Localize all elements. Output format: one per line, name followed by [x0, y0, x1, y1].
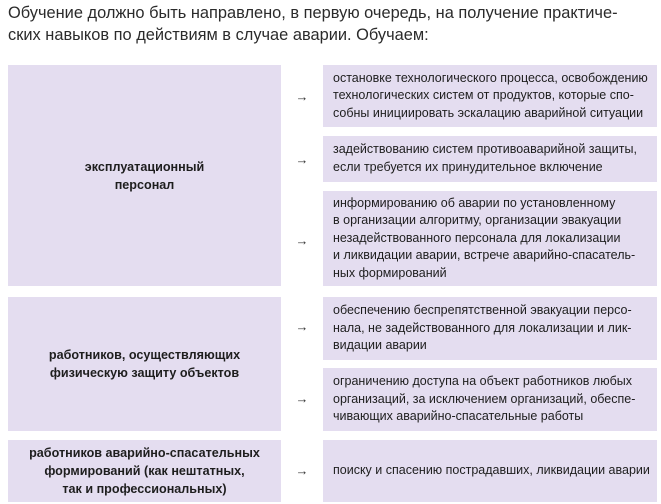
- list-item: [323, 65, 657, 127]
- list-item: [323, 191, 657, 286]
- item-line: поиску и спасению пострадавших, ликвидации аварии: [333, 463, 650, 478]
- item-line: нала, не задействованного для локализации и лик-: [333, 320, 632, 335]
- arrow-icon: →: [295, 391, 309, 406]
- item-line: организаций, за исключением организаций, обеспе-: [333, 391, 636, 406]
- item-line: видации аварии: [333, 338, 427, 353]
- list-item: [323, 440, 657, 502]
- arrow-icon: →: [295, 89, 309, 104]
- group-label-line: эксплуатационный: [84, 159, 205, 174]
- item-line: в организации алгоритму, организации эвакуации: [333, 213, 622, 228]
- arrow-icon: →: [295, 319, 309, 334]
- group-label-physical-protection: [8, 297, 281, 431]
- group-label-line: физическую защиту объектов: [49, 366, 240, 380]
- group-label-operating-personnel: [8, 65, 281, 286]
- item-line: собны инициировать эскалацию аварийной ситуации: [333, 105, 644, 120]
- group-label-line: персонал: [114, 177, 175, 192]
- arrow-icon: →: [295, 233, 309, 248]
- arrow-icon: →: [295, 463, 309, 478]
- list-item: [323, 368, 657, 431]
- group-label-line: работников аварийно-спасательных: [29, 446, 260, 460]
- group-label-line: так и профессиональных): [62, 482, 227, 496]
- item-line: незадействованного персонала для локализации: [333, 230, 621, 245]
- item-line: технологических систем от продуктов, которые спо-: [333, 88, 634, 103]
- item-line: и ликвидации аварии, встрече аварийно-спасатель-: [333, 248, 636, 263]
- item-line: обеспечению беспрепятственной эвакуации персо-: [333, 303, 632, 318]
- group-label-rescue-teams: [8, 440, 281, 502]
- item-line: чивающих аварийно-спасательные работы: [333, 409, 584, 424]
- item-line: остановке технологического процесса, освобождению: [333, 70, 648, 85]
- item-line: ных формирований: [333, 265, 447, 280]
- list-item: [323, 136, 657, 182]
- item-line: информированию об аварии по установленному: [333, 195, 616, 210]
- group-label-line: формирований (как нештатных,: [44, 464, 245, 478]
- arrow-icon: →: [295, 152, 309, 167]
- item-line: ограничению доступа на объект работников любых: [333, 374, 632, 389]
- intro-line-2: ских навыков по действиям в случае аварии. Обучаем:: [8, 26, 429, 44]
- intro-text: [8, 2, 658, 46]
- intro-line-1: Обучение должно быть направлено, в первую очередь, на получение практиче-: [8, 4, 618, 22]
- item-line: если требуется их принудительное включение: [333, 160, 603, 174]
- group-label-line: работников, осуществляющих: [48, 348, 241, 362]
- list-item: [323, 297, 657, 360]
- item-line: задействованию систем противоаварийной защиты,: [333, 142, 637, 157]
